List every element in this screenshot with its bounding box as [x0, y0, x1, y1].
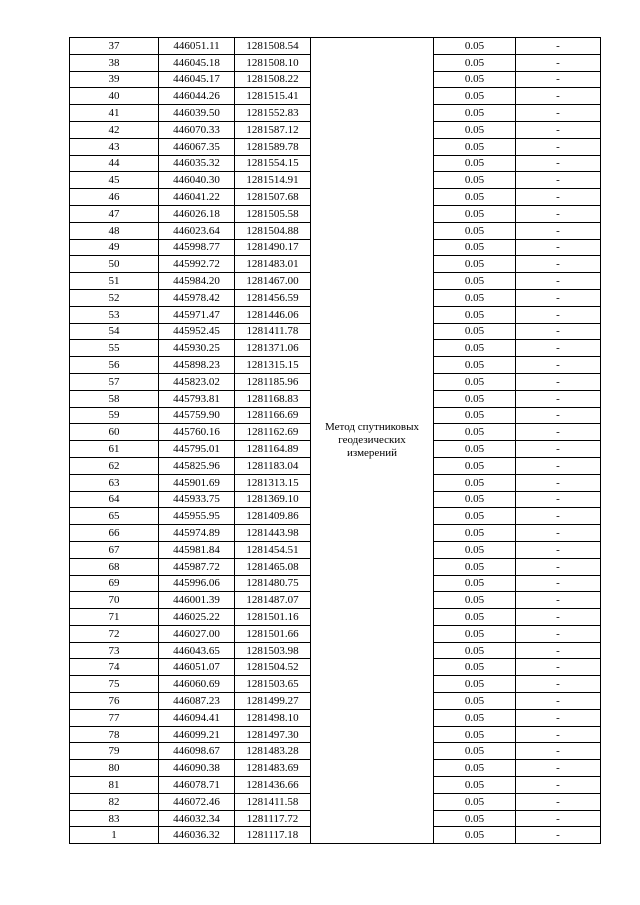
point-number-cell: 43 — [70, 138, 159, 155]
accuracy-cell: 0.05 — [434, 273, 516, 290]
y-coordinate-cell: 1281164.89 — [235, 441, 311, 458]
note-cell: - — [516, 340, 601, 357]
note-cell: - — [516, 709, 601, 726]
point-number-cell: 80 — [70, 760, 159, 777]
point-number-cell: 76 — [70, 693, 159, 710]
accuracy-cell: 0.05 — [434, 693, 516, 710]
point-number-cell: 66 — [70, 525, 159, 542]
point-number-cell: 37 — [70, 38, 159, 55]
point-number-cell: 59 — [70, 407, 159, 424]
y-coordinate-cell: 1281483.69 — [235, 760, 311, 777]
y-coordinate-cell: 1281508.10 — [235, 54, 311, 71]
y-coordinate-cell: 1281183.04 — [235, 457, 311, 474]
x-coordinate-cell: 445901.69 — [159, 474, 235, 491]
point-number-cell: 42 — [70, 121, 159, 138]
note-cell: - — [516, 659, 601, 676]
y-coordinate-cell: 1281504.88 — [235, 222, 311, 239]
accuracy-cell: 0.05 — [434, 222, 516, 239]
note-cell: - — [516, 138, 601, 155]
accuracy-cell: 0.05 — [434, 239, 516, 256]
y-coordinate-cell: 1281443.98 — [235, 525, 311, 542]
note-cell: - — [516, 323, 601, 340]
accuracy-cell: 0.05 — [434, 592, 516, 609]
note-cell: - — [516, 239, 601, 256]
method-cell: Метод спутниковых геодезических измерений — [311, 38, 434, 844]
note-cell: - — [516, 390, 601, 407]
accuracy-cell: 0.05 — [434, 340, 516, 357]
point-number-cell: 50 — [70, 256, 159, 273]
y-coordinate-cell: 1281514.91 — [235, 172, 311, 189]
point-number-cell: 39 — [70, 71, 159, 88]
point-number-cell: 1 — [70, 827, 159, 844]
note-cell: - — [516, 424, 601, 441]
x-coordinate-cell: 445795.01 — [159, 441, 235, 458]
accuracy-cell: 0.05 — [434, 474, 516, 491]
accuracy-cell: 0.05 — [434, 541, 516, 558]
y-coordinate-cell: 1281168.83 — [235, 390, 311, 407]
point-number-cell: 48 — [70, 222, 159, 239]
point-number-cell: 77 — [70, 709, 159, 726]
y-coordinate-cell: 1281504.52 — [235, 659, 311, 676]
table-row — [70, 38, 601, 55]
y-coordinate-cell: 1281117.18 — [235, 827, 311, 844]
note-cell: - — [516, 88, 601, 105]
accuracy-cell: 0.05 — [434, 357, 516, 374]
note-cell: - — [516, 38, 601, 55]
note-cell: - — [516, 273, 601, 290]
note-cell: - — [516, 474, 601, 491]
y-coordinate-cell: 1281497.30 — [235, 726, 311, 743]
accuracy-cell: 0.05 — [434, 54, 516, 71]
x-coordinate-cell: 446051.11 — [159, 38, 235, 55]
x-coordinate-cell: 446027.00 — [159, 625, 235, 642]
accuracy-cell: 0.05 — [434, 726, 516, 743]
accuracy-cell: 0.05 — [434, 491, 516, 508]
y-coordinate-cell: 1281501.66 — [235, 625, 311, 642]
accuracy-cell: 0.05 — [434, 105, 516, 122]
note-cell: - — [516, 71, 601, 88]
accuracy-cell: 0.05 — [434, 424, 516, 441]
note-cell: - — [516, 508, 601, 525]
y-coordinate-cell: 1281499.27 — [235, 693, 311, 710]
note-cell: - — [516, 373, 601, 390]
x-coordinate-cell: 446023.64 — [159, 222, 235, 239]
x-coordinate-cell: 446087.23 — [159, 693, 235, 710]
x-coordinate-cell: 445898.23 — [159, 357, 235, 374]
point-number-cell: 74 — [70, 659, 159, 676]
x-coordinate-cell: 445759.90 — [159, 407, 235, 424]
accuracy-cell: 0.05 — [434, 189, 516, 206]
point-number-cell: 44 — [70, 155, 159, 172]
x-coordinate-cell: 446001.39 — [159, 592, 235, 609]
x-coordinate-cell: 445984.20 — [159, 273, 235, 290]
x-coordinate-cell: 446060.69 — [159, 676, 235, 693]
accuracy-cell: 0.05 — [434, 323, 516, 340]
accuracy-cell: 0.05 — [434, 827, 516, 844]
coordinates-table — [69, 37, 601, 844]
y-coordinate-cell: 1281507.68 — [235, 189, 311, 206]
x-coordinate-cell: 446025.22 — [159, 609, 235, 626]
y-coordinate-cell: 1281465.08 — [235, 558, 311, 575]
point-number-cell: 49 — [70, 239, 159, 256]
point-number-cell: 56 — [70, 357, 159, 374]
note-cell: - — [516, 205, 601, 222]
point-number-cell: 41 — [70, 105, 159, 122]
x-coordinate-cell: 445933.75 — [159, 491, 235, 508]
point-number-cell: 78 — [70, 726, 159, 743]
y-coordinate-cell: 1281369.10 — [235, 491, 311, 508]
accuracy-cell: 0.05 — [434, 441, 516, 458]
point-number-cell: 38 — [70, 54, 159, 71]
accuracy-cell: 0.05 — [434, 121, 516, 138]
point-number-cell: 73 — [70, 642, 159, 659]
x-coordinate-cell: 445952.45 — [159, 323, 235, 340]
y-coordinate-cell: 1281501.16 — [235, 609, 311, 626]
y-coordinate-cell: 1281185.96 — [235, 373, 311, 390]
y-coordinate-cell: 1281505.58 — [235, 205, 311, 222]
accuracy-cell: 0.05 — [434, 88, 516, 105]
point-number-cell: 54 — [70, 323, 159, 340]
accuracy-cell: 0.05 — [434, 155, 516, 172]
accuracy-cell: 0.05 — [434, 138, 516, 155]
x-coordinate-cell: 446078.71 — [159, 777, 235, 794]
x-coordinate-cell: 446045.18 — [159, 54, 235, 71]
x-coordinate-cell: 446098.67 — [159, 743, 235, 760]
point-number-cell: 53 — [70, 306, 159, 323]
point-number-cell: 47 — [70, 205, 159, 222]
x-coordinate-cell: 445971.47 — [159, 306, 235, 323]
note-cell: - — [516, 121, 601, 138]
accuracy-cell: 0.05 — [434, 709, 516, 726]
y-coordinate-cell: 1281515.41 — [235, 88, 311, 105]
note-cell: - — [516, 357, 601, 374]
note-cell: - — [516, 558, 601, 575]
point-number-cell: 82 — [70, 793, 159, 810]
x-coordinate-cell: 446039.50 — [159, 105, 235, 122]
note-cell: - — [516, 743, 601, 760]
y-coordinate-cell: 1281456.59 — [235, 289, 311, 306]
accuracy-cell: 0.05 — [434, 558, 516, 575]
accuracy-cell: 0.05 — [434, 642, 516, 659]
note-cell: - — [516, 642, 601, 659]
x-coordinate-cell: 445978.42 — [159, 289, 235, 306]
x-coordinate-cell: 445823.02 — [159, 373, 235, 390]
note-cell: - — [516, 726, 601, 743]
y-coordinate-cell: 1281483.28 — [235, 743, 311, 760]
y-coordinate-cell: 1281411.78 — [235, 323, 311, 340]
x-coordinate-cell: 445760.16 — [159, 424, 235, 441]
accuracy-cell: 0.05 — [434, 810, 516, 827]
y-coordinate-cell: 1281552.83 — [235, 105, 311, 122]
y-coordinate-cell: 1281487.07 — [235, 592, 311, 609]
accuracy-cell: 0.05 — [434, 743, 516, 760]
y-coordinate-cell: 1281454.51 — [235, 541, 311, 558]
y-coordinate-cell: 1281371.06 — [235, 340, 311, 357]
accuracy-cell: 0.05 — [434, 793, 516, 810]
x-coordinate-cell: 445955.95 — [159, 508, 235, 525]
x-coordinate-cell: 446072.46 — [159, 793, 235, 810]
x-coordinate-cell: 445825.96 — [159, 457, 235, 474]
x-coordinate-cell: 446035.32 — [159, 155, 235, 172]
note-cell: - — [516, 155, 601, 172]
point-number-cell: 63 — [70, 474, 159, 491]
accuracy-cell: 0.05 — [434, 609, 516, 626]
point-number-cell: 52 — [70, 289, 159, 306]
y-coordinate-cell: 1281315.15 — [235, 357, 311, 374]
accuracy-cell: 0.05 — [434, 390, 516, 407]
point-number-cell: 83 — [70, 810, 159, 827]
x-coordinate-cell: 446067.35 — [159, 138, 235, 155]
note-cell: - — [516, 457, 601, 474]
y-coordinate-cell: 1281490.17 — [235, 239, 311, 256]
note-cell: - — [516, 625, 601, 642]
note-cell: - — [516, 541, 601, 558]
x-coordinate-cell: 446026.18 — [159, 205, 235, 222]
point-number-cell: 79 — [70, 743, 159, 760]
x-coordinate-cell: 446040.30 — [159, 172, 235, 189]
y-coordinate-cell: 1281446.06 — [235, 306, 311, 323]
note-cell: - — [516, 306, 601, 323]
accuracy-cell: 0.05 — [434, 575, 516, 592]
accuracy-cell: 0.05 — [434, 407, 516, 424]
x-coordinate-cell: 445793.81 — [159, 390, 235, 407]
note-cell: - — [516, 827, 601, 844]
y-coordinate-cell: 1281480.75 — [235, 575, 311, 592]
x-coordinate-cell: 446094.41 — [159, 709, 235, 726]
note-cell: - — [516, 105, 601, 122]
note-cell: - — [516, 693, 601, 710]
note-cell: - — [516, 777, 601, 794]
accuracy-cell: 0.05 — [434, 525, 516, 542]
note-cell: - — [516, 575, 601, 592]
accuracy-cell: 0.05 — [434, 625, 516, 642]
point-number-cell: 55 — [70, 340, 159, 357]
accuracy-cell: 0.05 — [434, 457, 516, 474]
accuracy-cell: 0.05 — [434, 777, 516, 794]
y-coordinate-cell: 1281313.15 — [235, 474, 311, 491]
point-number-cell: 68 — [70, 558, 159, 575]
note-cell: - — [516, 810, 601, 827]
x-coordinate-cell: 446036.32 — [159, 827, 235, 844]
note-cell: - — [516, 760, 601, 777]
y-coordinate-cell: 1281162.69 — [235, 424, 311, 441]
accuracy-cell: 0.05 — [434, 760, 516, 777]
x-coordinate-cell: 446044.26 — [159, 88, 235, 105]
point-number-cell: 61 — [70, 441, 159, 458]
point-number-cell: 40 — [70, 88, 159, 105]
note-cell: - — [516, 441, 601, 458]
x-coordinate-cell: 446043.65 — [159, 642, 235, 659]
note-cell: - — [516, 172, 601, 189]
accuracy-cell: 0.05 — [434, 205, 516, 222]
x-coordinate-cell: 446041.22 — [159, 189, 235, 206]
accuracy-cell: 0.05 — [434, 289, 516, 306]
x-coordinate-cell: 445930.25 — [159, 340, 235, 357]
x-coordinate-cell: 445998.77 — [159, 239, 235, 256]
accuracy-cell: 0.05 — [434, 306, 516, 323]
y-coordinate-cell: 1281483.01 — [235, 256, 311, 273]
point-number-cell: 45 — [70, 172, 159, 189]
x-coordinate-cell: 446051.07 — [159, 659, 235, 676]
y-coordinate-cell: 1281508.22 — [235, 71, 311, 88]
point-number-cell: 72 — [70, 625, 159, 642]
note-cell: - — [516, 256, 601, 273]
point-number-cell: 64 — [70, 491, 159, 508]
point-number-cell: 67 — [70, 541, 159, 558]
y-coordinate-cell: 1281166.69 — [235, 407, 311, 424]
point-number-cell: 62 — [70, 457, 159, 474]
point-number-cell: 57 — [70, 373, 159, 390]
note-cell: - — [516, 54, 601, 71]
point-number-cell: 71 — [70, 609, 159, 626]
note-cell: - — [516, 289, 601, 306]
point-number-cell: 58 — [70, 390, 159, 407]
y-coordinate-cell: 1281436.66 — [235, 777, 311, 794]
x-coordinate-cell: 446045.17 — [159, 71, 235, 88]
note-cell: - — [516, 189, 601, 206]
y-coordinate-cell: 1281587.12 — [235, 121, 311, 138]
point-number-cell: 60 — [70, 424, 159, 441]
note-cell: - — [516, 676, 601, 693]
note-cell: - — [516, 525, 601, 542]
point-number-cell: 69 — [70, 575, 159, 592]
y-coordinate-cell: 1281554.15 — [235, 155, 311, 172]
accuracy-cell: 0.05 — [434, 172, 516, 189]
point-number-cell: 51 — [70, 273, 159, 290]
note-cell: - — [516, 222, 601, 239]
note-cell: - — [516, 407, 601, 424]
x-coordinate-cell: 445981.84 — [159, 541, 235, 558]
y-coordinate-cell: 1281409.86 — [235, 508, 311, 525]
x-coordinate-cell: 445992.72 — [159, 256, 235, 273]
accuracy-cell: 0.05 — [434, 256, 516, 273]
note-cell: - — [516, 793, 601, 810]
x-coordinate-cell: 445996.06 — [159, 575, 235, 592]
x-coordinate-cell: 446070.33 — [159, 121, 235, 138]
accuracy-cell: 0.05 — [434, 659, 516, 676]
note-cell: - — [516, 491, 601, 508]
y-coordinate-cell: 1281589.78 — [235, 138, 311, 155]
point-number-cell: 75 — [70, 676, 159, 693]
y-coordinate-cell: 1281503.65 — [235, 676, 311, 693]
x-coordinate-cell: 446090.38 — [159, 760, 235, 777]
note-cell: - — [516, 592, 601, 609]
x-coordinate-cell: 446099.21 — [159, 726, 235, 743]
point-number-cell: 81 — [70, 777, 159, 794]
accuracy-cell: 0.05 — [434, 71, 516, 88]
y-coordinate-cell: 1281508.54 — [235, 38, 311, 55]
accuracy-cell: 0.05 — [434, 373, 516, 390]
point-number-cell: 46 — [70, 189, 159, 206]
x-coordinate-cell: 445974.89 — [159, 525, 235, 542]
y-coordinate-cell: 1281117.72 — [235, 810, 311, 827]
x-coordinate-cell: 446032.34 — [159, 810, 235, 827]
accuracy-cell: 0.05 — [434, 676, 516, 693]
y-coordinate-cell: 1281498.10 — [235, 709, 311, 726]
note-cell: - — [516, 609, 601, 626]
coordinates-table-body — [70, 38, 601, 844]
point-number-cell: 70 — [70, 592, 159, 609]
x-coordinate-cell: 445987.72 — [159, 558, 235, 575]
accuracy-cell: 0.05 — [434, 508, 516, 525]
y-coordinate-cell: 1281411.58 — [235, 793, 311, 810]
point-number-cell: 65 — [70, 508, 159, 525]
y-coordinate-cell: 1281467.00 — [235, 273, 311, 290]
y-coordinate-cell: 1281503.98 — [235, 642, 311, 659]
accuracy-cell: 0.05 — [434, 38, 516, 55]
